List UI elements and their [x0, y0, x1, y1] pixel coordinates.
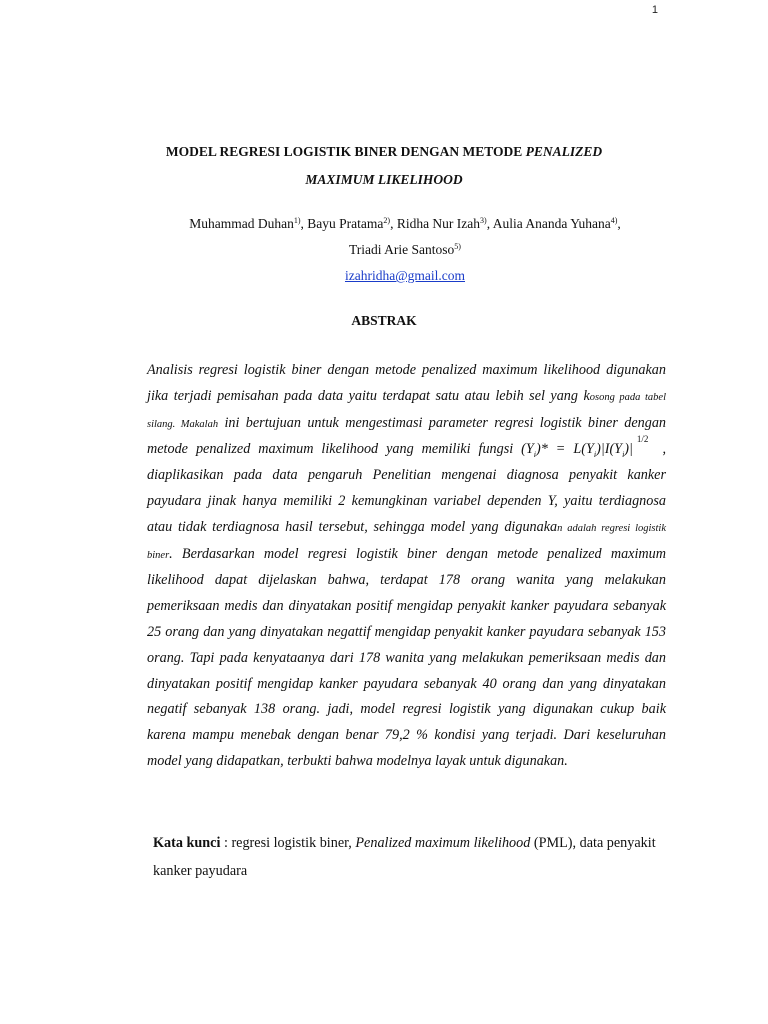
author-affiliation: 3)	[480, 216, 487, 225]
paper-title	[0, 138, 768, 194]
formula-part: )|	[624, 441, 633, 458]
author-separator: ,	[486, 216, 493, 231]
keywords-label: Kata kunci	[153, 835, 221, 851]
author-affiliation: 5)	[454, 242, 461, 251]
formula-part: )* = L(Y	[536, 441, 594, 458]
abstract-small-text-1: osong pada tabel silang. Makalah	[147, 391, 666, 430]
author-block	[140, 211, 670, 289]
abstract-text-2: ini bertujuan untuk mengestimasi parameter regresi logistik biner dengan metode penalized maximum likelihood yang memiliki fungsi	[147, 414, 667, 458]
abstract-heading: ABSTRAK	[351, 313, 417, 328]
title-italic-1: PENALIZED	[525, 144, 603, 159]
title-plain: MODEL REGRESI LOGISTIK BINER DENGAN METODE	[165, 144, 526, 159]
keywords-text-2: (PML), data penyakit kanker payudara	[153, 835, 656, 879]
abstract-small-text-2: n adalah regresi logistik biner	[147, 522, 666, 561]
author-name: Bayu Pratama	[307, 216, 384, 231]
author-affiliation: 2)	[383, 216, 391, 225]
author-line-2	[140, 237, 670, 263]
author-line-1	[140, 211, 670, 237]
author-separator: ,	[390, 216, 397, 231]
formula-subscript: i	[533, 450, 537, 460]
author-name: Muhammad Duhan	[189, 216, 294, 231]
formula-subscript: i	[593, 450, 597, 460]
abstract-text-1: Analisis regresi logistik biner dengan metode penalized maximum likelihood digunakan jika terjadi pemisahan pada data yaitu terdapat satu atau lebih sel yang k	[147, 362, 666, 404]
formula-part: (Y	[521, 441, 534, 458]
abstract-text-3: , diaplikasikan pada data pengaruh Penelitian mengenai diagnosa penyakit kanker payudara jinak hanya memiliki 2 kemungkinan variabel dependen Y, yaitu terdiagnosa atau tidak terdiagnosa hasil tersebut, sehingga model yang digunaka	[147, 441, 666, 535]
abstract-body	[147, 358, 666, 775]
author-name: Triadi Arie Santoso	[349, 242, 455, 257]
abstract-text-4: . Berdasarkan model regresi logistik biner dengan metode penalized maximum likelihood dapat dijelaskan bahwa, terdapat 178 orang wanita yang melakukan pemeriksaan medis dan dinyatakan positif mengidap penyakit kanker payudara sebanyak 25 orang dan yang dinyatakan negattif mengidap penyakit kanker payudara sebanyak 153 orang. Tapi pada kenyataanya dari 178 wanita yang melakukan pemeriksaan medis dan dinyatakan positif mengidap kanker payudara sebanyak 40 orang dan yang dinyatakan negatif sebanyak 138 orang. jadi, model regresi logistik yang digunakan cukup baik karena mampu menebak dengan benar 79,2 % kondisi yang terjadi. Dari keseluruhan model yang didapatkan, terbukti bahwa modelnya layak untuk digunakan.	[147, 545, 666, 769]
author-separator: ,	[617, 216, 621, 231]
keywords-text-1: : regresi logistik biner,	[220, 835, 356, 851]
title-line-1	[0, 138, 768, 166]
author-name: Ridha Nur Izah	[396, 216, 481, 231]
title-line-2: MAXIMUM LIKELIHOOD	[305, 172, 463, 187]
author-name: Aulia Ananda Yuhana	[492, 216, 611, 231]
keywords	[153, 829, 673, 885]
author-affiliation: 1)	[293, 216, 301, 225]
page-number: 1	[651, 4, 658, 16]
formula-subscript: i	[622, 450, 625, 460]
author-affiliation: 4)	[610, 216, 618, 225]
author-email-link[interactable]: izahridha@gmail.com	[344, 268, 466, 283]
keywords-italic: Penalized maximum likelihood	[355, 835, 531, 851]
email-line	[140, 263, 670, 289]
formula	[521, 434, 662, 460]
author-separator: ,	[300, 216, 308, 231]
formula-part: )|I(Y	[596, 441, 623, 458]
formula-exponent: 1/2	[636, 434, 649, 445]
